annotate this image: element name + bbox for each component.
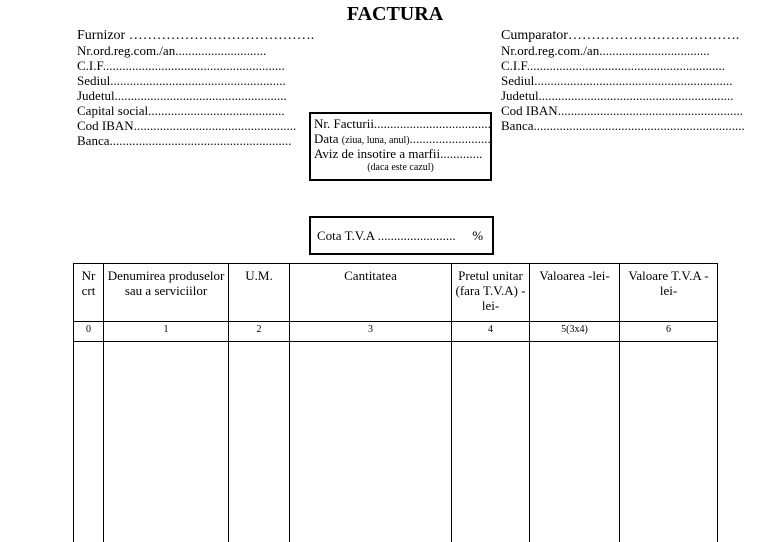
column-number-1: 1 xyxy=(104,322,229,342)
items-table xyxy=(73,263,718,542)
header-valoare-tva: Valoare T.V.A -lei- xyxy=(620,264,718,322)
customer-iban-line: Cod IBAN......................................................... xyxy=(501,103,745,118)
header-denumirea: Denumirea produselor sau a serviciilor xyxy=(104,264,229,322)
column-number-3: 3 xyxy=(290,322,452,342)
supplier-reg-line: Nr.ord.reg.com./an............................ xyxy=(77,43,314,58)
column-number-2: 2 xyxy=(229,322,290,342)
table-body-row xyxy=(74,342,718,542)
column-number-4: 4 xyxy=(452,322,530,342)
customer-banca-line: Banca................................................................. xyxy=(501,118,745,133)
column-number-6: 6 xyxy=(620,322,718,342)
header-valoarea: Valoarea -lei- xyxy=(530,264,620,322)
table-column-numbers-row xyxy=(74,322,718,342)
aviz-line: Aviz de insotire a marfii............. xyxy=(314,146,487,161)
invoice-date-hint: (ziua, luna, anul) xyxy=(342,135,410,146)
body-cell-cantitatea xyxy=(290,342,452,542)
supplier-sediul-line: Sediul...................................................... xyxy=(77,73,314,88)
body-cell-um xyxy=(229,342,290,542)
vat-rate-label: Cota T.V.A ........................ xyxy=(317,228,456,243)
customer-reg-line: Nr.ord.reg.com./an.................................. xyxy=(501,43,745,58)
aviz-note: (daca este cazul) xyxy=(314,161,487,174)
supplier-block xyxy=(77,28,314,148)
invoice-date-dots: ......................... xyxy=(410,131,491,146)
customer-sediul-line: Sediul............................................................. xyxy=(501,73,745,88)
body-cell-pretul xyxy=(452,342,530,542)
customer-judetul-line: Judetul............................................................ xyxy=(501,88,745,103)
vat-percent-sign: % xyxy=(472,228,483,243)
header-nr-crt: Nr crt xyxy=(74,264,104,322)
body-cell-valoarea xyxy=(530,342,620,542)
invoice-date-label: Data xyxy=(314,131,339,146)
header-um: U.M. xyxy=(229,264,290,322)
vat-rate-box xyxy=(309,216,494,255)
supplier-name-line: Furnizor …………………………………. xyxy=(77,28,314,43)
supplier-iban-line: Cod IBAN.................................................. xyxy=(77,118,314,133)
column-number-5: 5(3x4) xyxy=(530,322,620,342)
table-header-row xyxy=(74,264,718,322)
customer-block xyxy=(501,28,745,133)
customer-name-line: Cumparator………………………………. xyxy=(501,28,745,43)
customer-cif-line: C.I.F............................................................. xyxy=(501,58,745,73)
body-cell-denumirea xyxy=(104,342,229,542)
header-cantitatea: Cantitatea xyxy=(290,264,452,322)
body-cell-nr xyxy=(74,342,104,542)
supplier-judetul-line: Judetul..................................................... xyxy=(77,88,314,103)
invoice-number-line: Nr. Facturii.................................... xyxy=(314,116,487,131)
supplier-capital-line: Capital social.......................................... xyxy=(77,103,314,118)
supplier-banca-line: Banca........................................................ xyxy=(77,133,314,148)
column-number-0: 0 xyxy=(74,322,104,342)
invoice-title: FACTURA xyxy=(0,3,784,26)
invoice-details-box xyxy=(309,112,492,181)
invoice-date-line xyxy=(314,131,487,146)
body-cell-tva xyxy=(620,342,718,542)
supplier-cif-line: C.I.F........................................................ xyxy=(77,58,314,73)
header-pretul-unitar: Pretul unitar (fara T.V.A) -lei- xyxy=(452,264,530,322)
